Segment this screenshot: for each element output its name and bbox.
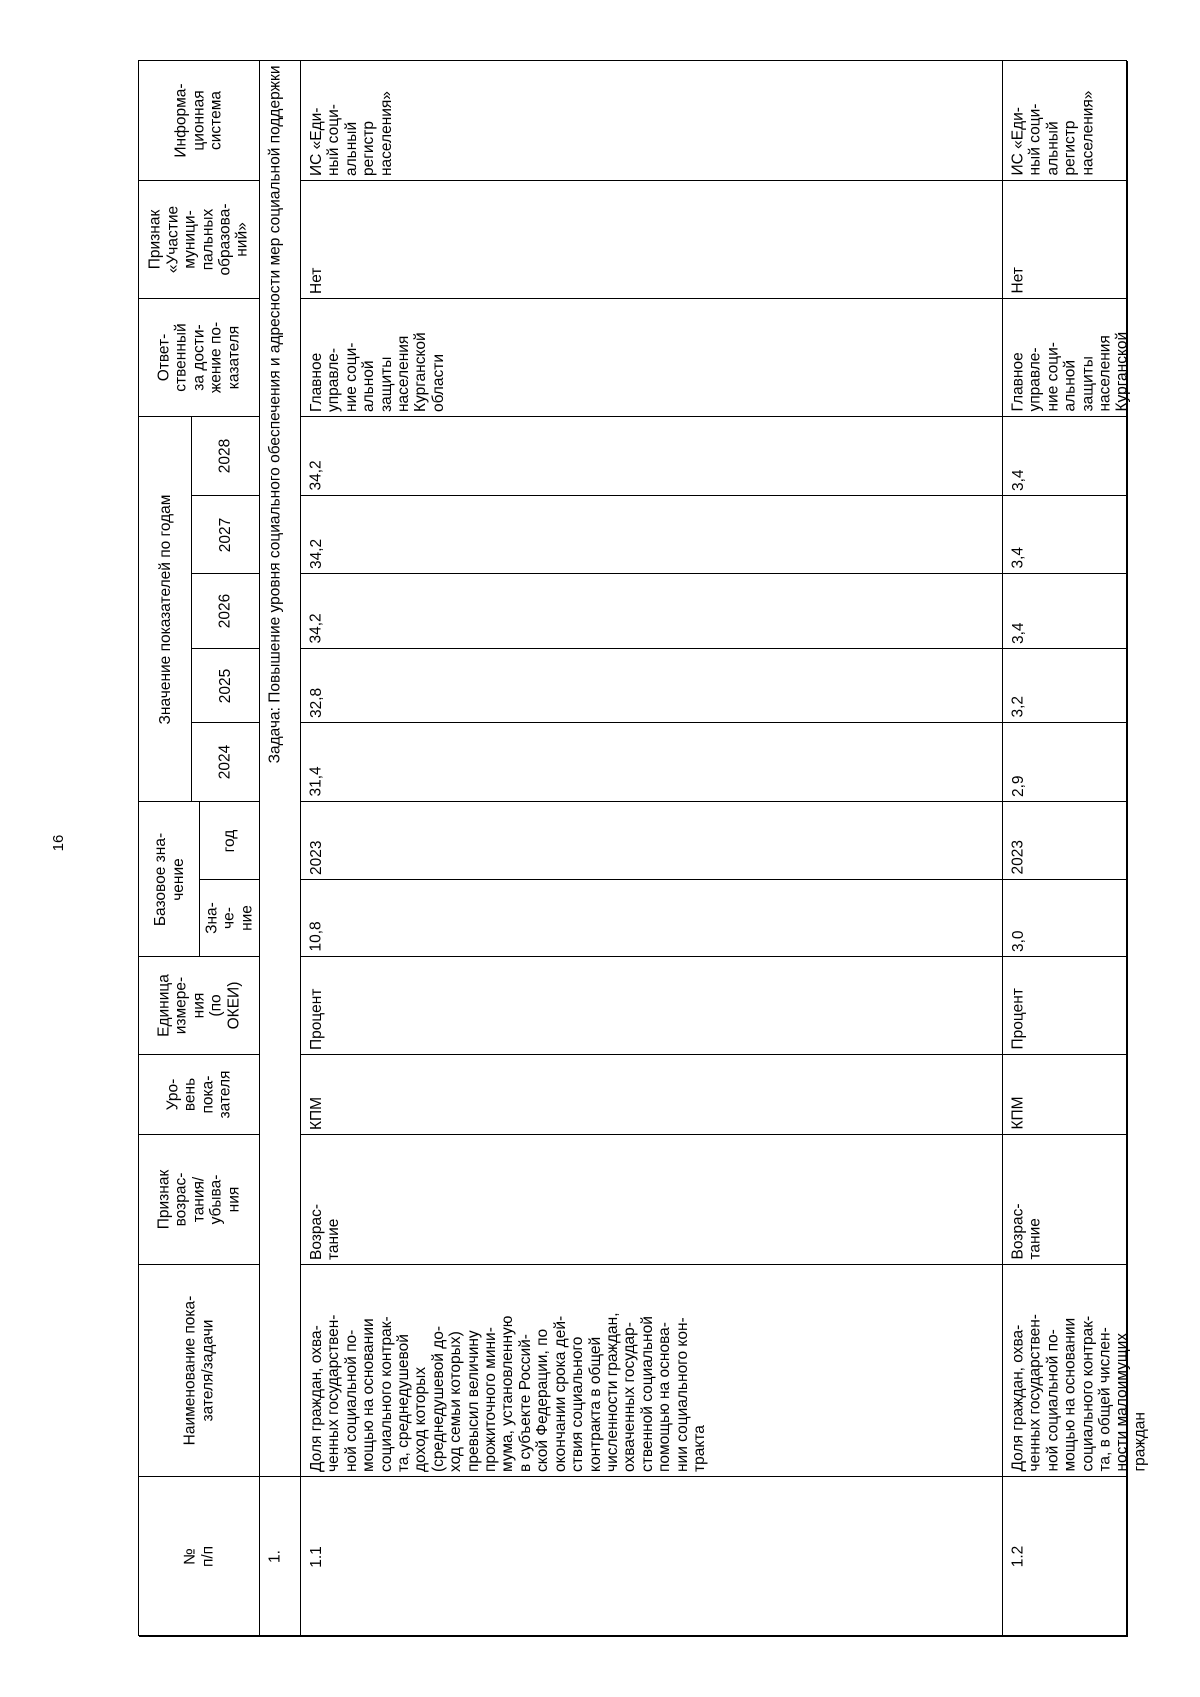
responsible-org-line: Главное [1009,352,1027,412]
header-unit-line: Единица [155,974,173,1037]
header-year [196,422,256,491]
year-value-cell [1003,496,1128,574]
task-title [264,66,297,1472]
header-info-system-line: система [207,91,225,150]
trend-sign-line: тание [1026,1218,1044,1260]
header-base-value-line: Зна- [203,902,221,934]
responsible-org [1007,304,1131,412]
row-number-line: 1.1 [307,1545,325,1568]
year-value-line: 32,8 [307,687,325,718]
trend-sign-line: Возрас- [1009,1203,1027,1260]
header-year [196,579,256,644]
base-value-cell [301,880,1003,957]
header-name-line: Наименование пока- [181,1295,199,1446]
header-name-cell [139,1265,260,1477]
indicator-name-line: ской Федерации, по [533,1328,551,1472]
indicator-name-line: ченных государствен- [1026,1314,1044,1472]
header-info-system-line: ционная [190,90,208,151]
responsible-org-line: области [429,353,447,412]
header-year [196,501,256,569]
year-value-cell [301,496,1003,574]
indicator-name-line: в субъекте Россий- [516,1333,534,1472]
year-value-line: 3,2 [1009,695,1027,718]
header-trend-line: Признак [155,1169,173,1230]
indicator-name-line: контракта в общей [586,1336,603,1472]
header-municipal-cell [139,181,260,299]
header-unit-line: измере- [172,976,190,1035]
indicator-name-line: социального контрак- [1079,1315,1097,1472]
trend-sign-cell [301,1135,1003,1265]
header-num-cell [139,1477,260,1637]
indicator-name-line: мума, установленную [498,1315,516,1472]
indicator-level [1007,1060,1124,1130]
indicator-level-cell [1003,1055,1128,1135]
responsible-org-line: населения [394,335,412,412]
responsible-org-line: альной [359,359,377,412]
year-value [1007,579,1124,644]
task-number [264,1482,297,1632]
info-system-line: ИС «Еди- [1009,107,1027,176]
info-system-line: ный соци- [1026,103,1044,176]
year-value [305,728,999,797]
row-number [1007,1482,1124,1632]
year-value-cell [1003,649,1128,723]
base-value [305,885,999,952]
header-year-line: 2026 [216,593,234,629]
page-number: 16 [50,834,67,852]
header-base-group-line: Базовое зна- [151,832,169,926]
task-title-cell [260,61,301,1477]
info-system-line: населения» [377,90,395,176]
base-value-line: 3,0 [1009,929,1027,952]
info-system-line: регистр [1061,120,1079,176]
indicator-name-line: нии социального кон- [673,1316,691,1472]
indicator-name-line: численности граждан, [603,1312,621,1472]
header-info-system [143,66,256,176]
indicator-name [1007,1270,1149,1472]
trend-sign-cell [1003,1135,1128,1265]
responsible-org-line: управле- [1026,347,1044,412]
header-num-line: п/п [199,1545,216,1568]
responsible-org-line: управле- [324,347,342,412]
unit-value [1007,962,1124,1050]
indicator-name-line: доход которых [411,1366,429,1472]
indicator-name-line: ности малоимущих [1113,1332,1131,1472]
indicator-name-cell [301,1265,1003,1477]
header-base-group-line: чение [169,857,186,901]
year-value-cell [301,574,1003,649]
header-base-group-cell [139,802,200,957]
header-year [196,654,256,718]
year-value [1007,422,1124,491]
indicator-name-line: тракта [690,1424,708,1472]
responsible-org [305,304,999,412]
trend-sign [305,1140,999,1260]
header-responsible-line: ственный [172,323,190,392]
responsible-org-line: Курганской [411,331,429,412]
info-system [1007,66,1124,176]
year-value-cell [301,649,1003,723]
indicator-name-line: мощью на основании [359,1317,377,1472]
header-municipal-line: «Участие [164,205,182,274]
year-value-line: 3,4 [1009,621,1027,644]
info-system-line: альный [342,121,360,176]
header-year-cell [192,574,260,649]
indicator-table [138,60,1149,1636]
indicator-name-line: ной социальной по- [1044,1329,1062,1472]
header-unit-line: (по [207,994,225,1017]
indicator-name-line: прожиточного мини- [481,1326,499,1472]
header-num [143,1482,256,1632]
year-value [1007,501,1124,569]
municipal-sign-line: Нет [1009,267,1027,294]
indicator-name [305,1270,999,1472]
info-system-line: альный [1044,121,1062,176]
header-year-cell [192,723,260,802]
year-value [1007,728,1124,797]
info-system-line: регистр [359,120,377,176]
year-value-line: 34,2 [307,460,325,491]
header-base-year-cell [200,802,260,880]
header-level-line: зателя [216,1070,234,1119]
indicator-name-cell [1003,1265,1149,1477]
municipal-sign-line: Нет [307,267,325,294]
responsible-org-line: населения [1096,335,1114,412]
task-number-line: 1. [266,1550,284,1563]
indicator-name-line: ченных государствен- [324,1314,342,1472]
header-base-value-line: ние [238,905,256,931]
info-system-line: ИС «Еди- [307,107,325,176]
info-system-line: населения» [1079,90,1097,176]
header-trend-line: тания/ [190,1176,208,1223]
header-level-line: пока- [199,1075,216,1114]
year-value-cell [1003,723,1128,802]
header-years-group-cell [139,417,192,802]
year-value-cell [301,417,1003,496]
header-trend-line: ния [225,1186,243,1213]
indicator-name-line: Доля граждан, охва- [1009,1324,1027,1472]
header-year-line: 2027 [216,517,234,552]
header-level-cell [139,1055,260,1135]
header-trend-line: убыва- [207,1174,225,1225]
info-system-cell [301,61,1003,181]
year-value-line: 31,4 [307,766,325,797]
header-municipal-line: образова- [216,203,234,276]
indicator-name-line: превысил величину [464,1329,482,1472]
row-number-cell [1003,1477,1128,1637]
municipal-sign [305,186,999,294]
row-number [305,1482,999,1632]
header-trend-line: возрас- [172,1172,190,1227]
base-value-cell [1003,880,1128,957]
header-municipal [143,186,256,294]
unit-value-line: Процент [1009,988,1027,1050]
header-year-cell [192,417,260,496]
indicator-name-line: социального контрак- [377,1315,395,1472]
indicator-name-line: ствия социального [568,1336,586,1472]
responsible-org-cell [301,299,1003,417]
row-number-cell [301,1477,1003,1637]
header-responsible-line: жение по- [207,321,225,394]
year-value [305,501,999,569]
year-value [1007,654,1124,718]
header-base-group [143,807,196,952]
header-year-line: 2025 [216,668,234,703]
header-base-value-line: че- [220,907,238,929]
indicator-name-line: ной социальной по- [342,1329,360,1472]
year-value [305,654,999,718]
indicator-name-line: (среднедушевой до- [429,1325,447,1472]
indicator-name-line: мощью на основании [1061,1317,1079,1472]
indicator-name-line: ход семьи которых) [446,1330,464,1472]
header-level [143,1060,256,1130]
responsible-org-line: ние соци- [1044,342,1062,412]
header-info-system-cell [139,61,260,181]
header-unit [143,962,256,1050]
header-trend-cell [139,1135,260,1265]
indicator-level-line: КПМ [1009,1096,1027,1130]
indicator-name-line: та, среднедушевой [394,1333,412,1472]
header-responsible-cell [139,299,260,417]
info-system-line: ный соци- [324,103,342,176]
base-year [1007,807,1124,875]
header-years-group-line: Значение показателей по годам [156,494,174,724]
municipal-sign-cell [1003,181,1128,299]
base-value [1007,885,1124,952]
header-base-year-line: год [220,829,238,852]
unit-value-cell [1003,957,1128,1055]
info-system-cell [1003,61,1128,181]
year-value-line: 34,2 [307,538,325,569]
header-municipal-line: муници- [181,210,199,269]
indicator-name-line: помощью на основа- [655,1321,673,1472]
responsible-org-line: защиты [377,356,395,412]
header-base-year [204,807,256,875]
trend-sign-line: Возрас- [307,1203,325,1260]
responsible-org-line: Главное [307,352,325,412]
header-year-cell [192,496,260,574]
task-title-line: Задача: Повышение уровня социального обеспечения и адресности мер социальной поддержки [266,65,284,764]
responsible-org-line: ние соци- [342,342,360,412]
header-name [143,1270,256,1472]
header-unit-line: ОКЕИ) [225,981,243,1030]
header-year-line: 2024 [216,744,234,780]
year-value-line: 3,4 [1009,546,1027,569]
header-level-line: Уро- [164,1078,182,1111]
header-trend [143,1140,256,1260]
unit-value [305,962,999,1050]
year-value-line: 2,9 [1009,774,1027,797]
municipal-sign [1007,186,1124,294]
base-value-line: 10,8 [307,921,325,952]
header-base-value [204,885,256,952]
header-year-cell [192,649,260,723]
base-year-line: 2023 [1009,840,1027,875]
indicator-level [305,1060,999,1130]
header-num-line: № [181,1548,199,1565]
year-value-cell [1003,417,1128,496]
task-number-cell [260,1477,301,1637]
responsible-org-line: альной [1061,359,1079,412]
year-value-line: 3,4 [1009,468,1027,491]
responsible-org-line: защиты [1079,356,1097,412]
year-value-cell [1003,574,1128,649]
header-responsible-line: за дости- [190,324,208,391]
indicator-level-line: КПМ [307,1096,325,1130]
indicator-name-line: охваченных государ- [620,1321,638,1472]
header-level-line: вень [181,1077,199,1112]
header-unit-line: ния [190,992,208,1019]
row-number-line: 1.2 [1009,1545,1027,1568]
indicator-name-line: граждан [1131,1412,1149,1472]
trend-sign-line: тание [324,1218,342,1260]
municipal-sign-cell [301,181,1003,299]
year-value-cell [301,723,1003,802]
trend-sign [1007,1140,1124,1260]
unit-value-line: Процент [307,988,325,1050]
header-responsible [143,304,256,412]
header-responsible-line: Ответ- [155,333,173,382]
base-year [305,807,999,875]
indicator-level-cell [301,1055,1003,1135]
year-value [305,422,999,491]
unit-value-cell [301,957,1003,1055]
header-name-line: зателя/задачи [199,1319,216,1422]
header-year-line: 2028 [216,438,234,474]
responsible-org-line: Курганской [1113,331,1131,412]
header-unit-cell [139,957,260,1055]
year-value [305,579,999,644]
base-year-cell [301,802,1003,880]
header-year [196,728,256,797]
responsible-org-cell [1003,299,1131,417]
header-info-system-line: Информа- [172,83,190,158]
header-municipal-line: ний» [233,222,251,257]
header-years-group [143,422,188,797]
indicator-name-line: Доля граждан, охва- [307,1324,325,1472]
base-year-cell [1003,802,1128,880]
year-value-line: 34,2 [307,613,325,644]
indicator-name-line: та, в общей числен- [1096,1327,1114,1472]
info-system [305,66,999,176]
header-base-value-cell [200,880,260,957]
indicator-name-line: ственной социальной [638,1315,656,1472]
base-year-line: 2023 [307,840,325,875]
header-municipal-line: Признак [146,209,164,270]
header-responsible-line: казателя [225,325,243,390]
header-municipal-line: пальных [199,208,216,271]
indicator-name-line: окончании срока дей- [551,1315,569,1472]
